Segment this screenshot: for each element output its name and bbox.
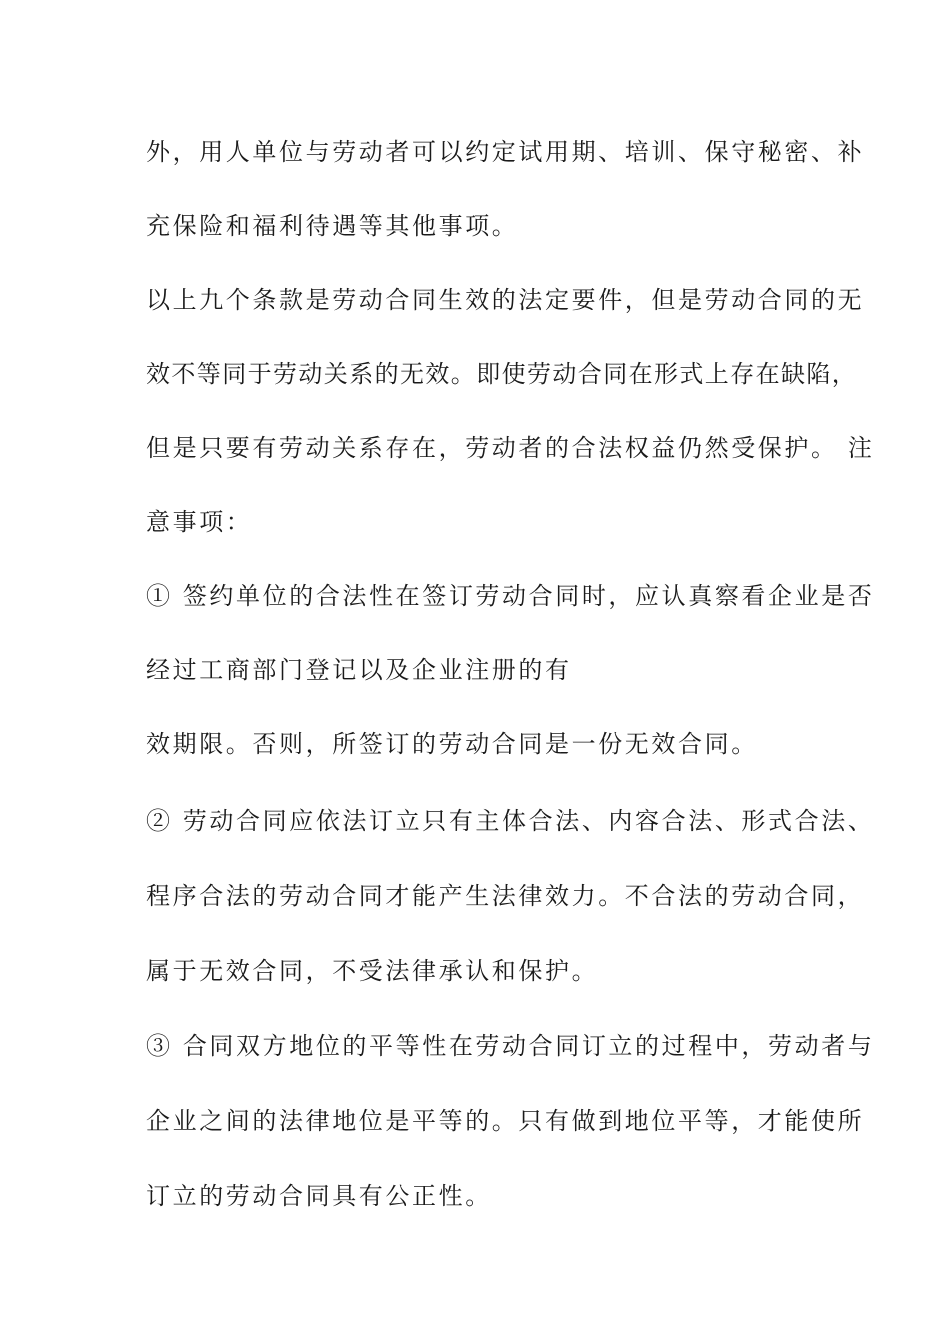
paragraph-line: 充保险和福利待遇等其他事项。 <box>146 212 519 240</box>
list-item-3-line: 企业之间的法律地位是平等的。只有做到地位平等，才能使所 <box>146 1107 865 1135</box>
list-item-1-line: ① 签约单位的合法性在签订劳动合同时，应认真察看企业是否 <box>146 582 875 610</box>
list-item-3-line: 订立的劳动合同具有公正性。 <box>146 1182 492 1210</box>
paragraph-line: 以上九个条款是劳动合同生效的法定要件，但是劳动合同的无 <box>146 286 865 314</box>
list-item-3-line: ③ 合同双方地位的平等性在劳动合同订立的过程中，劳动者与 <box>146 1032 875 1060</box>
list-item-2-line: 程序合法的劳动合同才能产生法律效力。不合法的劳动合同， <box>146 882 865 910</box>
paragraph-line: 外，用人单位与劳动者可以约定试用期、培训、保守秘密、补 <box>146 138 865 166</box>
list-item-1-line: 效期限。否则，所签订的劳动合同是一份无效合同。 <box>146 730 758 758</box>
list-item-2-line: 属于无效合同，不受法律承认和保护。 <box>146 957 599 985</box>
list-item-2-line: ② 劳动合同应依法订立只有主体合法、内容合法、形式合法、 <box>146 807 875 835</box>
paragraph-line: 意事项： <box>146 508 253 536</box>
list-item-1-line: 经过工商部门登记以及企业注册的有 <box>146 656 572 684</box>
paragraph-line: 效不等同于劳动关系的无效。即使劳动合同在形式上存在缺陷， <box>146 360 858 388</box>
paragraph-line: 但是只要有劳动关系存在，劳动者的合法权益仍然受保护。 注 <box>146 434 875 462</box>
